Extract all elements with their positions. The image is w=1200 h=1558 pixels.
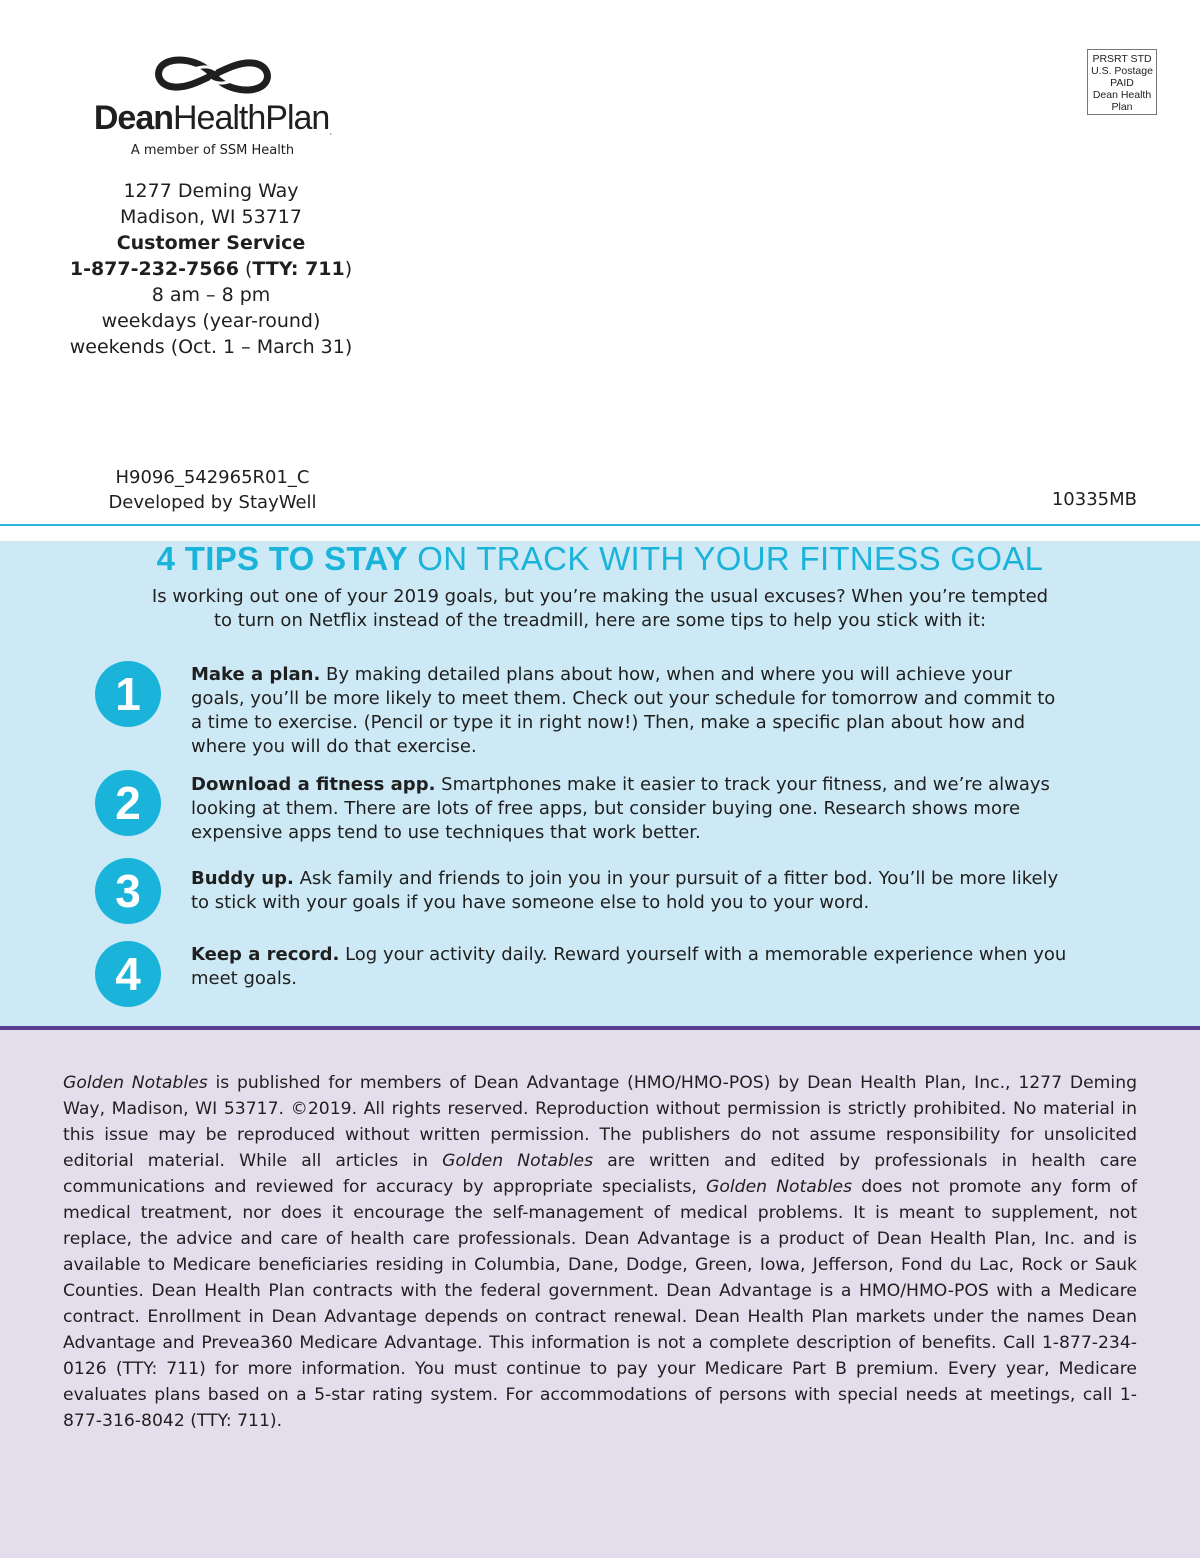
legal-text: does not promote any form of medical treatment, nor does it encourage the self-management of medical problems. It is meant to supplement, not replace, the advice and care of health care professionals. Dean Advantage is a product of Dean Health Plan, Inc. and is available to Medicare beneficiaries residing in Columbia, Dane, Dodge, Green, Iowa, Jefferson, Fond du Lac, Rock or Sauk Counties. Dean Health Plan contracts with the federal government. Dean Advantage is a HMO/HMO-POS with a Medicare contract. Enrollment in Dean Advantage depends on contract renewal. Dean Health Plan markets under the names Dean Advantage and Prevea360 Medicare Advantage. This information is not a complete description of benefits. Call 1-877-234-0126 (TTY: 711) for more information. You must continue to pay your Medicare Part B premium. Every year, Medicare evaluates plans based on a 5-star rating system. For accommodations of persons with special needs at meetings, call 1-877-316-8042 (TTY: 711). bbox=[63, 1177, 1137, 1431]
tip-text bbox=[191, 943, 1071, 991]
form-id: H9096_542965R01_C bbox=[115, 467, 310, 488]
postage-line: PAID bbox=[1110, 77, 1134, 89]
tty-open: ( bbox=[238, 258, 253, 280]
contact-block bbox=[50, 178, 372, 360]
address-line1: 1277 Deming Way bbox=[123, 180, 299, 202]
tip-heading: Keep a record. bbox=[191, 944, 340, 965]
tip-body: Log your activity daily. Reward yourself with a memorable experience when you meet goals. bbox=[191, 944, 1067, 989]
form-codes bbox=[80, 465, 345, 515]
postage-line: Plan bbox=[1111, 101, 1133, 113]
tips-title bbox=[0, 540, 1200, 578]
customer-service-label: Customer Service bbox=[116, 232, 306, 254]
job-code: 10335MB bbox=[1051, 489, 1137, 510]
tips-title-bold: 4 TIPS TO STAY bbox=[156, 540, 408, 577]
address-line2: Madison, WI 53717 bbox=[120, 206, 302, 228]
legal-disclaimer bbox=[63, 1070, 1137, 1434]
phone-number: 1-877-232-7566 bbox=[69, 258, 239, 280]
dean-infinity-logo-icon bbox=[152, 56, 274, 94]
number-badge-icon: 4 bbox=[95, 941, 161, 1007]
phone-line bbox=[50, 256, 372, 282]
tip-text bbox=[191, 663, 1071, 759]
legal-text: are written and edited by professionals in health care communications and reviewed for accuracy by appropriate specialists, bbox=[63, 1151, 1137, 1197]
number-badge-icon: 2 bbox=[95, 770, 161, 836]
tip-text bbox=[191, 867, 1071, 915]
number-badge-icon: 3 bbox=[95, 858, 161, 924]
tips-title-light: ON TRACK WITH YOUR FITNESS GOAL bbox=[407, 540, 1044, 577]
cyan-divider bbox=[0, 524, 1200, 526]
legal-text: is published for members of Dean Advantage (HMO/HMO-POS) by Dean Health Plan, Inc., 1277 Deming Way, Madison, WI 53717. ©2019. All rights reserved. Reproduction without permission is strictly prohibited. No material in this issue may be reproduced without written permission. The publishers do not assume responsibility for unsolicited editorial material. While all articles in bbox=[63, 1073, 1137, 1171]
brand-wordmark-strong: Dean bbox=[93, 99, 173, 137]
weekends-line: weekends (Oct. 1 – March 31) bbox=[69, 336, 353, 358]
tip-heading: Download a fitness app. bbox=[191, 774, 436, 795]
postage-line: PRSRT STD bbox=[1092, 53, 1152, 65]
member-of-label: A member of SSM Health bbox=[130, 143, 295, 159]
tips-intro bbox=[80, 585, 1120, 633]
brand-wordmark-light: HealthPlan bbox=[173, 99, 330, 137]
tip-heading: Make a plan. bbox=[191, 664, 321, 685]
postage-line: U.S. Postage bbox=[1091, 65, 1153, 77]
brand-wordmark-mark: . bbox=[329, 126, 332, 138]
publication-name: Golden Notables bbox=[442, 1151, 594, 1171]
postage-indicia bbox=[1087, 49, 1157, 115]
number-badge-icon: 1 bbox=[95, 661, 161, 727]
tty-close: ) bbox=[344, 258, 353, 280]
intro-line: Is working out one of your 2019 goals, but you’re making the usual excuses? When you’re tempted bbox=[151, 586, 1049, 607]
tip-text bbox=[191, 773, 1071, 845]
dean-health-plan-logo bbox=[60, 56, 365, 158]
tip-heading: Buddy up. bbox=[191, 868, 294, 889]
postage-line: Dean Health bbox=[1092, 89, 1152, 101]
tip-body: By making detailed plans about how, when and where you will achieve your goals, you’ll be more likely to meet them. Check out your schedule for tomorrow and commit to a time to exercise. (Pencil or type it in right now!) Then, make a specific plan about how and where you will do that exercise. bbox=[191, 664, 1056, 757]
publication-name: Golden Notables bbox=[63, 1073, 208, 1093]
intro-line: to turn on Netflix instead of the treadmill, here are some tips to help you stick with it: bbox=[213, 610, 987, 631]
publication-name: Golden Notables bbox=[706, 1177, 853, 1197]
hours-line: 8 am – 8 pm bbox=[151, 284, 271, 306]
tty-number: TTY: 711 bbox=[252, 258, 345, 280]
weekdays-line: weekdays (year-round) bbox=[101, 310, 321, 332]
brand-wordmark bbox=[60, 100, 365, 137]
developer-credit: Developed by StayWell bbox=[108, 492, 317, 513]
tip-body: Ask family and friends to join you in your pursuit of a fitter bod. You’ll be more likely to stick with your goals if you have someone else to hold you to your word. bbox=[191, 868, 1059, 913]
tip-body: Smartphones make it easier to track your fitness, and we’re always looking at them. There are lots of free apps, but consider buying one. Research shows more expensive apps tend to use techniques that work better. bbox=[191, 774, 1050, 843]
